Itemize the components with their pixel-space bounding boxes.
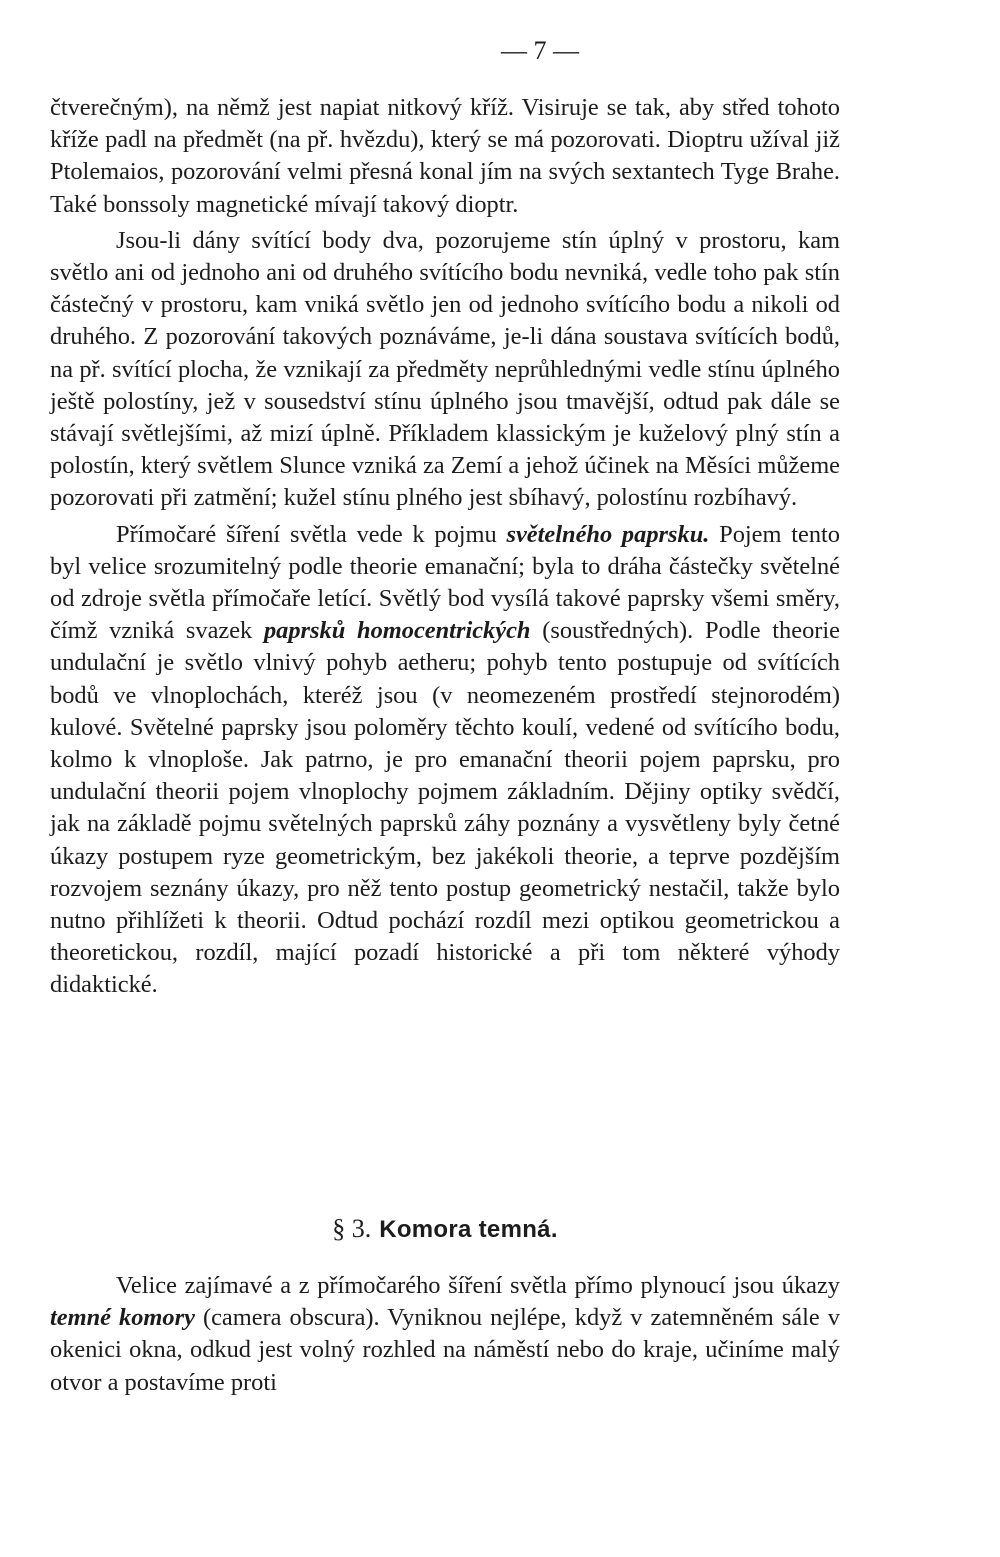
- section-number: § 3.: [332, 1214, 372, 1243]
- paragraph-dioptr: čtverečným), na němž jest napiat nitkový kříž. Visiruje se tak, aby střed tohoto kříže padl na předmět (na př. hvězdu), který se má pozorovati. Dioptru užíval již Ptolemaios, pozorování velmi přesná konal jím na svých sextantech Tyge Brahe. Také bonssoly magnetické mívají takový dioptr.: [50, 94, 840, 218]
- section-body-text: [50, 1270, 840, 1399]
- term-homocentric-rays: paprsků homocentrických: [263, 617, 531, 645]
- term-camera-obscura: temné komory: [50, 1304, 195, 1332]
- paragraph-light-ray-part-c: (soustředných). Podle theorie undulační je světlo vlnivý pohyb aetheru; pohyb tento postupuje od svítících bodů ve vlnoplochách, kteréž jsou (v neomezeném prostředí stejnorodém) kulové. Světelné paprsky jsou poloměry těchto koulí, vedené od svítícího bodu, kolmo k vlnoploše. Jak patrno, je pro emanační theorii pojem paprsku, pro undulační theorii pojem vlnoplochy pojmem základním. Dějiny optiky svědčí, jak na základě pojmu světelných paprsků záhy poznány a vysvětleny byly četné úkazy postupem ryze geometrickým, bez jakékoli theorie, a teprve pozdějším rozvojem seznány úkazy, pro něž tento postup geometrický nestačil, takže bylo nutno přihlížeti k theorii. Odtud pochází rozdíl mezi optikou geometrickou a theoretickou, rozdíl, mající pozadí historické a při tom některé výhody didaktické.: [50, 617, 840, 999]
- paragraph-shadows: Jsou-li dány svítící body dva, pozorujeme stín úplný v prostoru, kam světlo ani od jednoho ani od druhého svítícího bodu nevniká, vedle toho pak stín částečný v prostoru, kam vniká světlo jen od jednoho svítícího bodu a nikoli od druhého. Z pozorování takových poznáváme, je-li dána soustava svítících bodů, na př. svítící plocha, že vznikají za předměty neprůhlednými vedle stínu úplného ještě polostíny, jež v sousedství stínu úplného jsou tmavější, odtud pak dále se stávají světlejšími, až mizí úplně. Příkladem klassickým je kuželový plný stín a polostín, který světlem Slunce vzniká za Zemí a jehož účinek na Měsíci můžeme pozorovati při zatmění; kužel stínu plného jest sbíhavý, polostínu rozbíhavý.: [50, 226, 840, 512]
- camera-obscura-part-b: (camera obscura). Vyniknou nejlépe, když v zatemněném sále v okenici okna, odkud jest volný rozhled na náměstí nebo do kraje, učiníme malý otvor a postavíme proti: [50, 1304, 840, 1396]
- paragraph-light-ray: [50, 519, 840, 1002]
- section-heading: [50, 1212, 840, 1247]
- body-text: [50, 92, 840, 1002]
- camera-obscura-part-a: Velice zajímavé a z přímočarého šíření světla přímo plynoucí jsou úkazy: [116, 1272, 840, 1299]
- page-number: — 7 —: [501, 36, 579, 65]
- paragraph-camera-obscura: [50, 1270, 840, 1399]
- paragraph-light-ray-part-b: Pojem tento byl velice srozumitelný podle theorie emanační; byla to dráha částečky světelné od zdroje světla přímočaře letící. Světlý bod vysílá takové paprsky všemi směry, čímž vzniká svazek: [50, 520, 840, 645]
- paragraph-light-ray-part-a: Přímočaré šíření světla vede k pojmu: [116, 520, 507, 548]
- section-title: Komora temná.: [379, 1216, 558, 1243]
- term-light-ray: světelného paprsku.: [506, 520, 710, 548]
